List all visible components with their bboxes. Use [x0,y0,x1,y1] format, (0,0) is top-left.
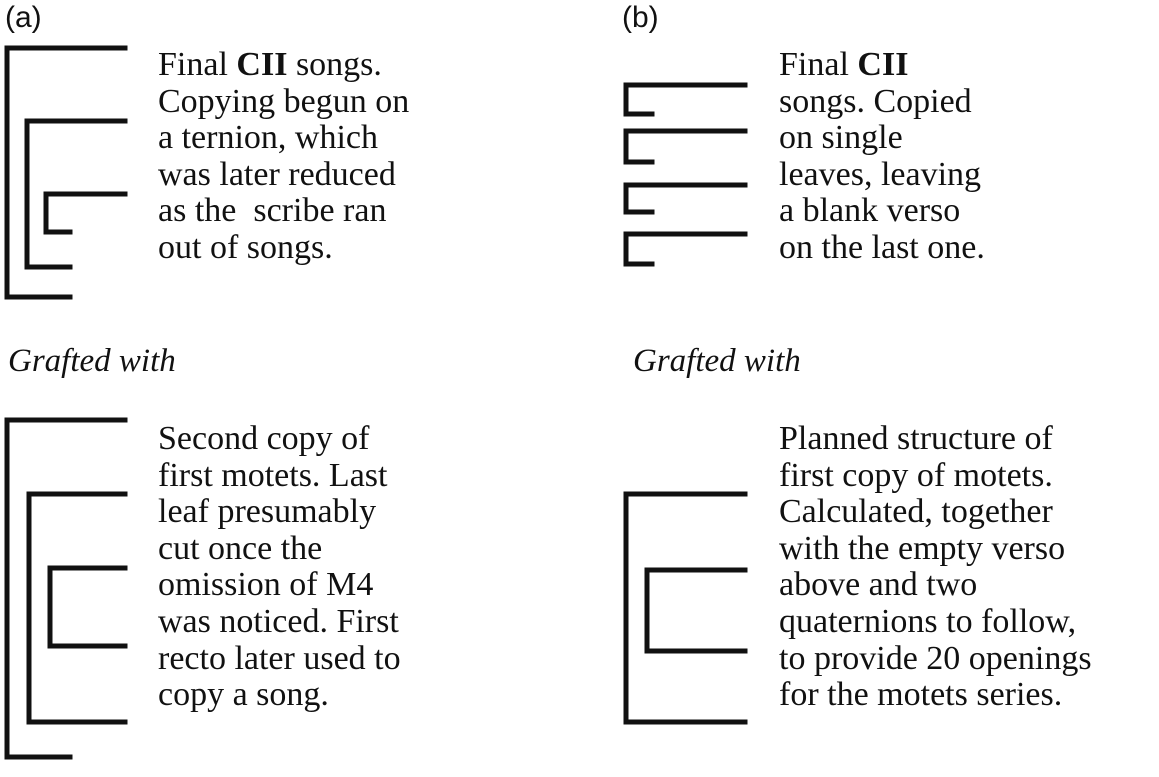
description-line: quaternions to follow, [779,602,1077,640]
quire-b-lower [626,494,745,722]
description-line: Final CII [779,46,909,83]
description-line: Calculated, together [779,493,1053,531]
description-line: Copying begun on [158,82,410,120]
description-line: was later reduced [158,155,396,193]
description-line: leaf presumably [158,493,377,531]
description-line: copy a song. [158,676,329,714]
description-line: Final CII songs. [158,46,382,83]
description-line: with the empty verso [779,529,1066,567]
description-line: a blank verso [779,192,961,230]
quire-b-upper [626,85,745,264]
description-line: for the motets series. [779,676,1063,714]
description-b-lower [779,421,1092,714]
grafted-with-a: Grafted with [8,343,176,379]
description-line: as the scribe ran [158,192,387,230]
description-a-upper [158,47,409,267]
description-a-lower [158,421,401,714]
description-line: was noticed. First [158,602,399,640]
description-line: cut once the [158,529,323,567]
description-line: on the last one. [779,228,985,266]
description-line: leaves, leaving [779,155,982,193]
description-b-upper [779,47,985,267]
description-line: recto later used to [158,639,401,677]
quire-a-upper [7,48,125,297]
panel-label-b: (b) [622,1,659,34]
panel-label-a: (a) [5,1,42,34]
quire-a-lower [7,420,125,757]
description-line: Second copy of [158,420,370,457]
description-line: on single [779,119,903,157]
description-line: Planned structure of [779,420,1053,457]
grafted-with-b: Grafted with [633,343,801,379]
description-line: to provide 20 openings [779,639,1092,677]
description-line: first copy of motets. [779,456,1053,494]
description-line: out of songs. [158,228,333,266]
bold-code: CII [857,46,909,83]
description-line: first motets. Last [158,456,388,494]
description-line: songs. Copied [779,82,972,120]
bold-code: CII [236,46,288,83]
description-line: a ternion, which [158,119,378,157]
description-line: above and two [779,566,978,604]
description-line: omission of M4 [158,566,374,604]
